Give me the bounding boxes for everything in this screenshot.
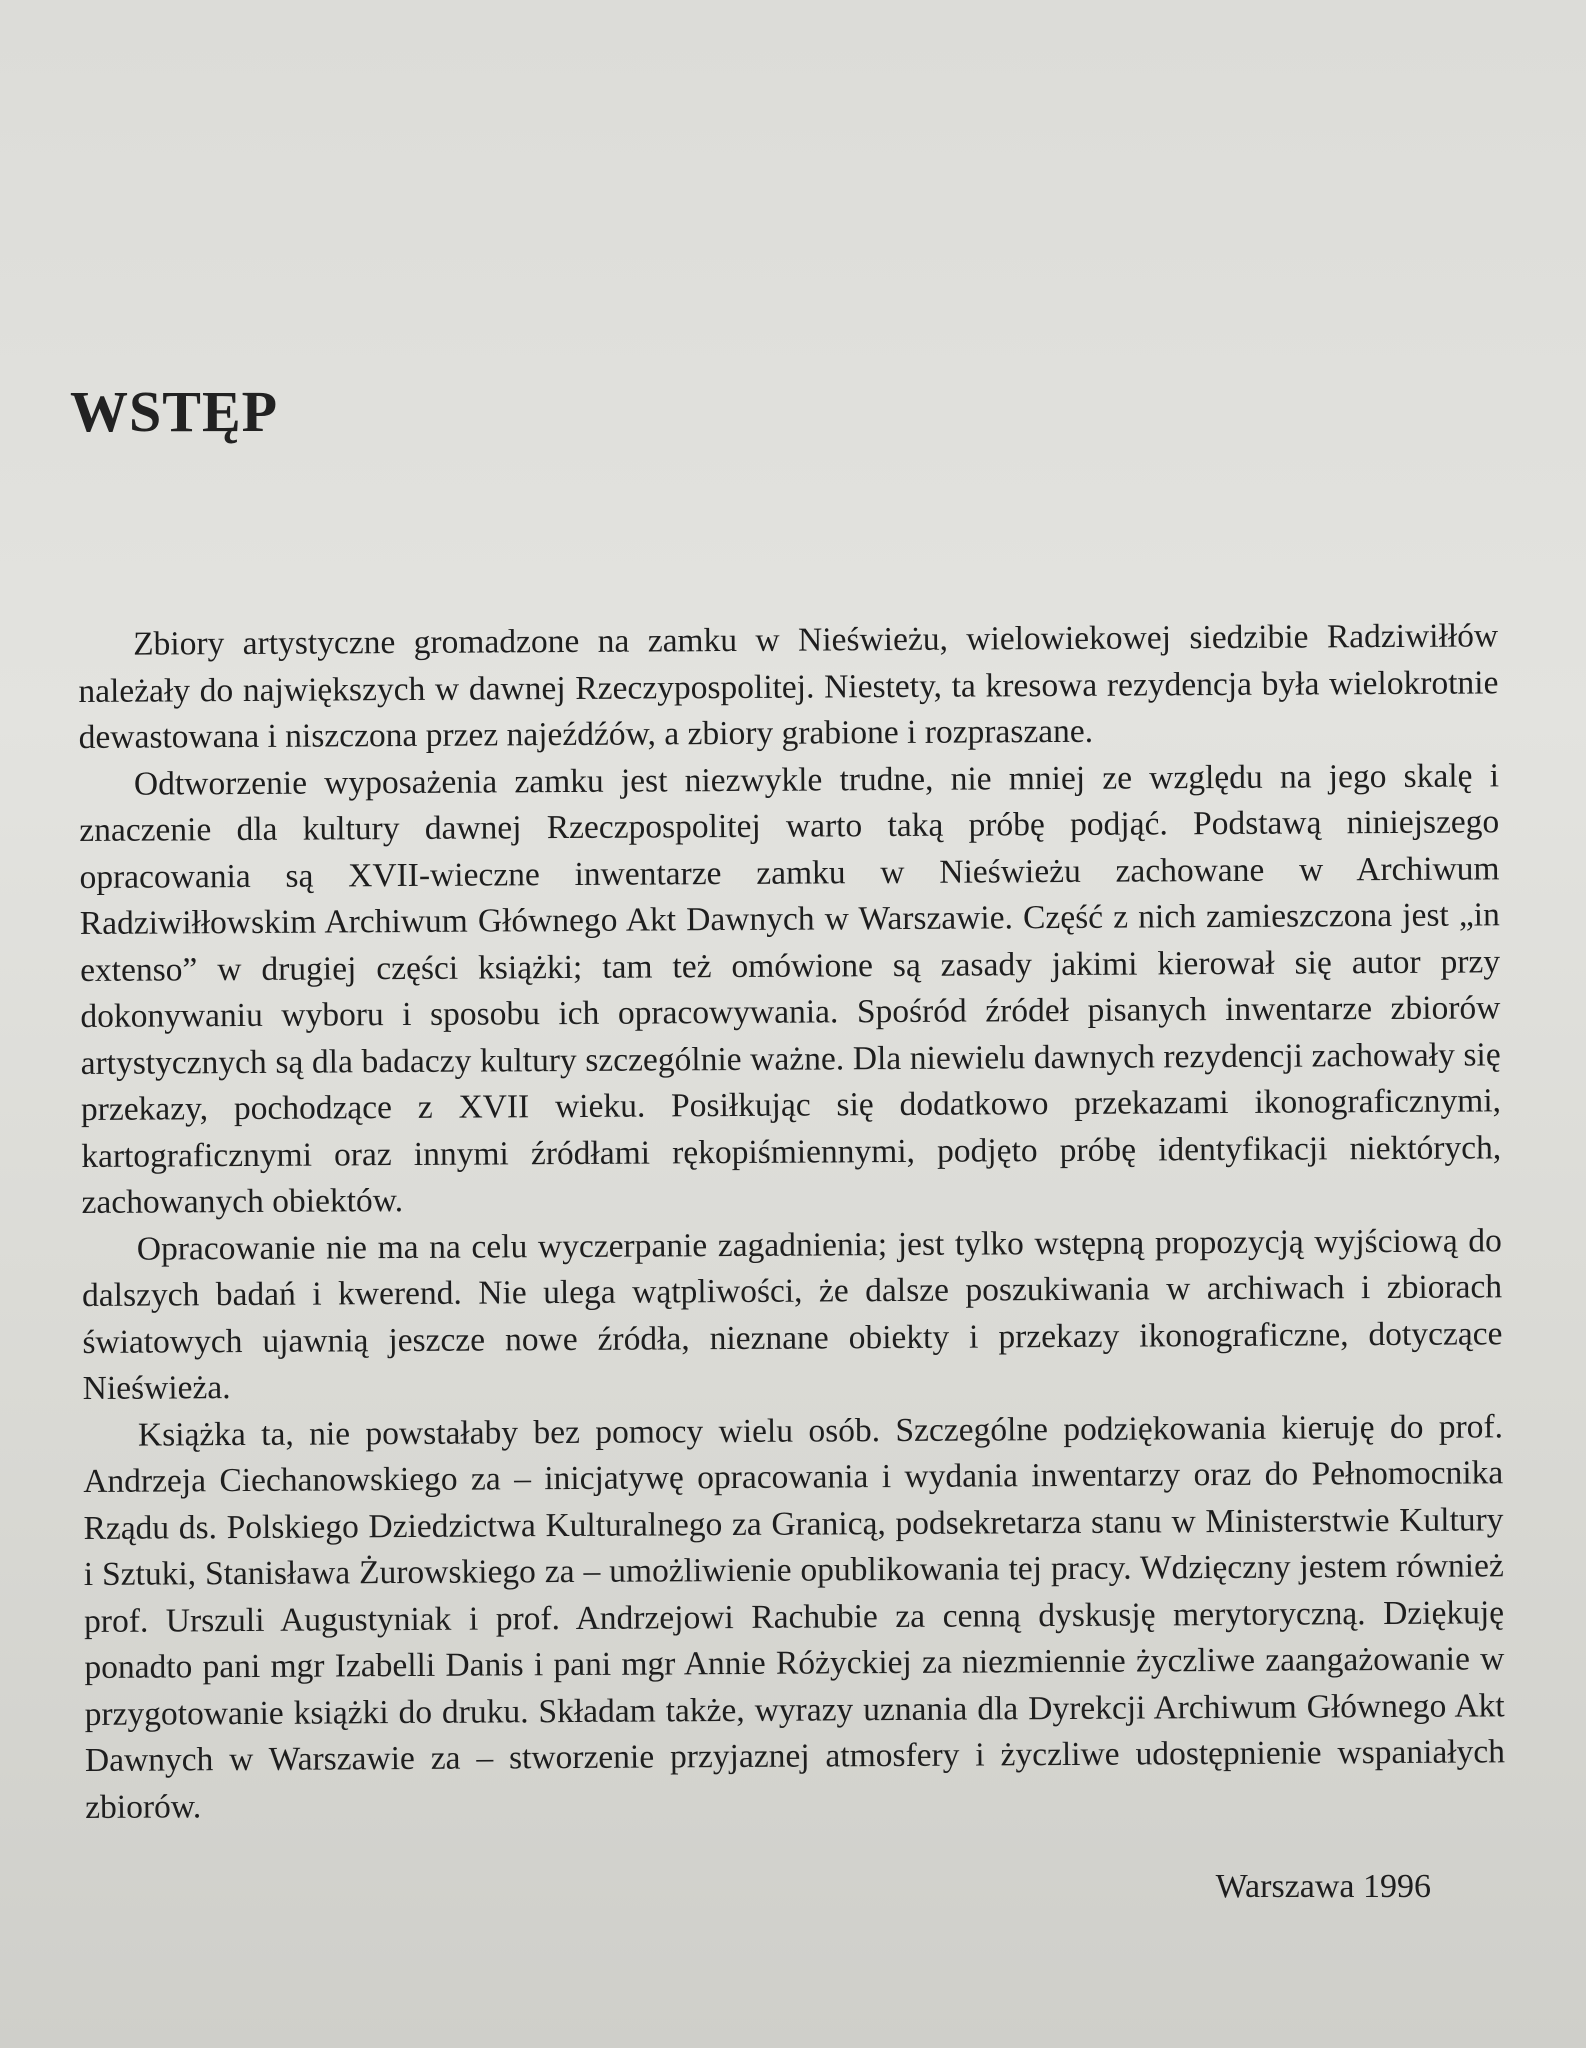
body-text xyxy=(78,613,1505,1831)
page-heading: WSTĘP xyxy=(70,379,279,444)
paragraph-1: Zbiory artystyczne gromadzone na zamku w Nieświeżu, wielowiekowej siedzibie Radziwiłłów należały do największych w dawnej Rzeczypospolitej. Niestety, ta kresowa rezydencja była wielokrotnie dewastowana i niszczona przez najeźdźów, a zbiory grabione i rozpraszane. xyxy=(78,617,1499,756)
paragraph-2: Odtworzenie wyposażenia zamku jest niezwykle trudne, nie mniej ze względu na jego skalę i znaczenie dla kultury dawnej Rzeczpospolitej warto taką próbę podjąć. Podstawą niniejszego opracowania są XVII-wieczne inwentarze zamku w Nieświeżu zachowane w Archiwum Radziwiłłowskim Archiwum Głównego Akt Dawnych w Warszawie. Część z nich zamieszczona jest „in extenso” w drugiej części książki; tam też omówione są zasady jakimi kierował się autor przy dokonywaniu wyboru i sposobu ich opracowywania. Spośród źródeł pisanych inwentarze zbiorów artystycznych są dla badaczy kultury szczególnie ważne. Dla niewielu dawnych rezydencji zachowały się przekazy, pochodzące z XVII wieku. Posiłkując się dodatkowo przekazami ikonograficznymi, kartograficznymi oraz innymi źródłami rękopiśmiennymi, podjęto próbę identyfikacji niektórych, zachowanych obiektów. xyxy=(79,756,1502,1221)
paragraph-3: Opracowanie nie ma na celu wyczerpanie zagadnienia; jest tylko wstępną propozycją wyjściową do dalszych badań i kwerend. Nie ulega wątpliwości, że dalsze poszukiwania w archiwach i zbiorach światowych ujawnią jeszcze nowe źródła, nieznane obiekty i przekazy ikonograficzne, dotyczące Nieświeża. xyxy=(82,1221,1503,1407)
signoff-place-date: Warszawa 1996 xyxy=(1215,1868,1431,1905)
paragraph-4: Książka ta, nie powstałaby bez pomocy wielu osób. Szczególne podziękowania kieruję do prof. Andrzeja Ciechanowskiego za – inicjatywę opracowania i wydania inwentarzy oraz do Pełnomocnika Rządu ds. Polskiego Dziedzictwa Kulturalnego za Granicą, podsekretarza stanu w Ministerstwie Kultury i Sztuki, Stanisława Żurowskiego za – umożliwienie opublikowania tej pracy. Wdzięczny jestem również prof. Urszuli Augustyniak i prof. Andrzejowi Rachubie za cenną dyskusję merytoryczną. Dziękuję ponadto pani mgr Izabelli Danis i pani mgr Annie Różyckiej za niezmiennie życzliwe zaangażowanie w przygotowanie książki do druku. Składam także, wyrazy uznania dla Dyrekcji Archiwum Głównego Akt Dawnych w Warszawie za – stworzenie przyjaznej atmosfery i życzliwe udostępnienie wspaniałych zbiorów. xyxy=(83,1407,1506,1826)
